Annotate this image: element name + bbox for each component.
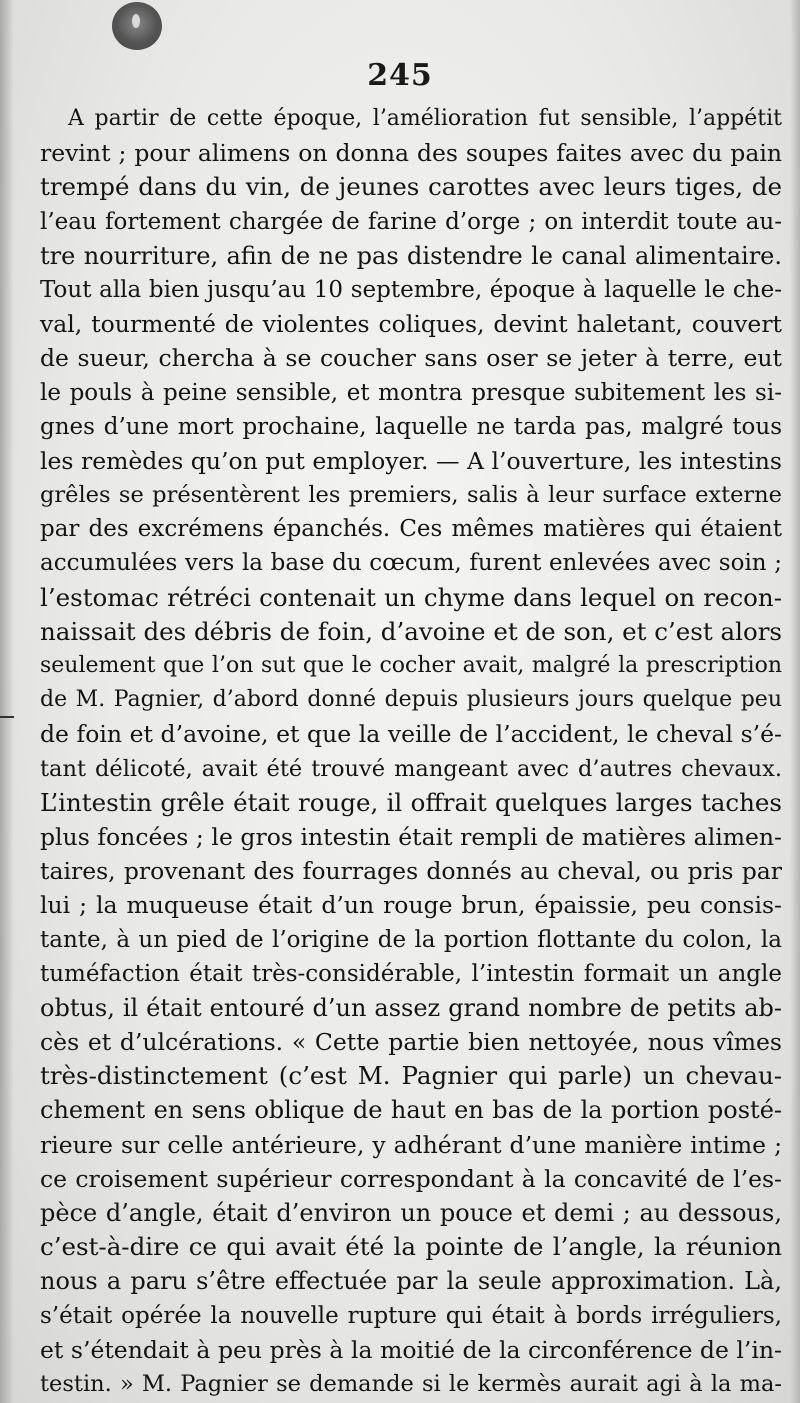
text-line: obtus, il était entouré d’un assez grand nombre de petits ab-: [40, 993, 782, 1022]
text-line: cès et d’ulcérations. « Cette partie bien nettoyée, nous vîmes: [40, 1028, 782, 1057]
text-line: grêles se présentèrent les premiers, salis à leur surface externe: [40, 482, 782, 509]
text-line: chement en sens oblique de haut en bas de la portion posté-: [40, 1096, 782, 1125]
text-line: très-distinctement (c’est M. Pagnier qui parle) un chevau-: [40, 1061, 782, 1091]
page-edge-left: [0, 0, 14, 1403]
text-line: de M. Pagnier, d’abord donné depuis plusieurs jours quelque peu: [40, 687, 782, 713]
body-text: [40, 102, 782, 1401]
text-line: nous a paru s’être effectuée par la seule approximation. Là,: [40, 1267, 782, 1296]
text-line: Tout alla bien jusqu’au 10 septembre, époque à laquelle le che-: [40, 276, 782, 303]
text-line: lui ; la muqueuse était d’un rouge brun, épaissie, peu consis-: [40, 891, 782, 920]
text-line: et s’étendait à peu près à la moitié de la circonférence de l’in-: [40, 1335, 782, 1364]
text-line: seulement que l’on sut que le cocher avait, malgré la prescription: [40, 653, 782, 678]
text-line: les remèdes qu’on put employer. — A l’ouverture, les intestins: [40, 446, 782, 475]
text-line: naissait des débris de foin, d’avoine et de son, et c’est alors: [40, 616, 782, 646]
text-line: accumulées vers la base du cœcum, furent enlevées avec soin ;: [40, 550, 782, 577]
text-line: tre nourriture, afin de ne pas distendre le canal alimentaire.: [40, 241, 782, 270]
text-line: gnes d’une mort prochaine, laquelle ne tarda pas, malgré tous: [40, 413, 782, 440]
text-line: A partir de cette époque, l’amélioration fut sensible, l’appétit: [68, 106, 782, 131]
text-line: de foin et d’avoine, et que la veille de l’accident, le cheval s’é-: [40, 720, 782, 749]
text-line: ce croisement supérieur correspondant à la concavité de l’es-: [40, 1164, 782, 1193]
text-line: par des excrémens épanchés. Ces mêmes matières qui étaient: [40, 516, 782, 543]
text-line: plus foncées ; le gros intestin était rempli de matières alimen-: [40, 822, 782, 851]
text-line: testin. » M. Pagnier se demande si le kermès aurait agi à la ma-: [40, 1370, 782, 1397]
text-line: l’estomac rétréci contenait un chyme dans lequel on recon-: [40, 582, 782, 612]
margin-mark: [0, 716, 14, 718]
text-line: pèce d’angle, était d’environ un pouce et demi ; au dessous,: [40, 1199, 782, 1227]
page-edge-right: [790, 0, 800, 1403]
page-number: 245: [367, 58, 433, 93]
text-line: L’intestin grêle était rouge, il offrait quelques larges taches: [40, 787, 782, 817]
text-line: trempé dans du vin, de jeunes carottes avec leurs tiges, de: [40, 172, 782, 202]
text-line: tant délicoté, avait été trouvé mangeant avec d’autres chevaux.: [40, 755, 782, 782]
text-line: taires, provenant des fourrages donnés au cheval, ou pris par: [40, 857, 782, 886]
text-line: tante, à un pied de l’origine de la portion flottante du colon, la: [40, 926, 782, 953]
text-line: val, tourmenté de violentes coliques, devint haletant, couvert: [40, 310, 782, 339]
ink-blot-icon: [112, 2, 162, 50]
text-line: le pouls à peine sensible, et montra presque subitement les si-: [40, 379, 782, 406]
text-line: s’était opérée la nouvelle rupture qui était à bords irréguliers,: [40, 1302, 782, 1329]
text-line: de sueur, chercha à se coucher sans oser se jeter à terre, eut: [40, 344, 782, 373]
text-line: tuméfaction était très-considérable, l’intestin formait un angle: [40, 960, 782, 987]
text-line: c’est-à-dire ce qui avait été la pointe de l’angle, la réunion: [40, 1232, 782, 1262]
text-line: rieure sur celle antérieure, y adhérant d’une manière intime ;: [40, 1130, 782, 1159]
text-line: revint ; pour alimens on donna des soupes faites avec du pain: [40, 139, 782, 168]
text-line: l’eau fortement chargée de farine d’orge ; on interdit toute au-: [40, 208, 782, 235]
